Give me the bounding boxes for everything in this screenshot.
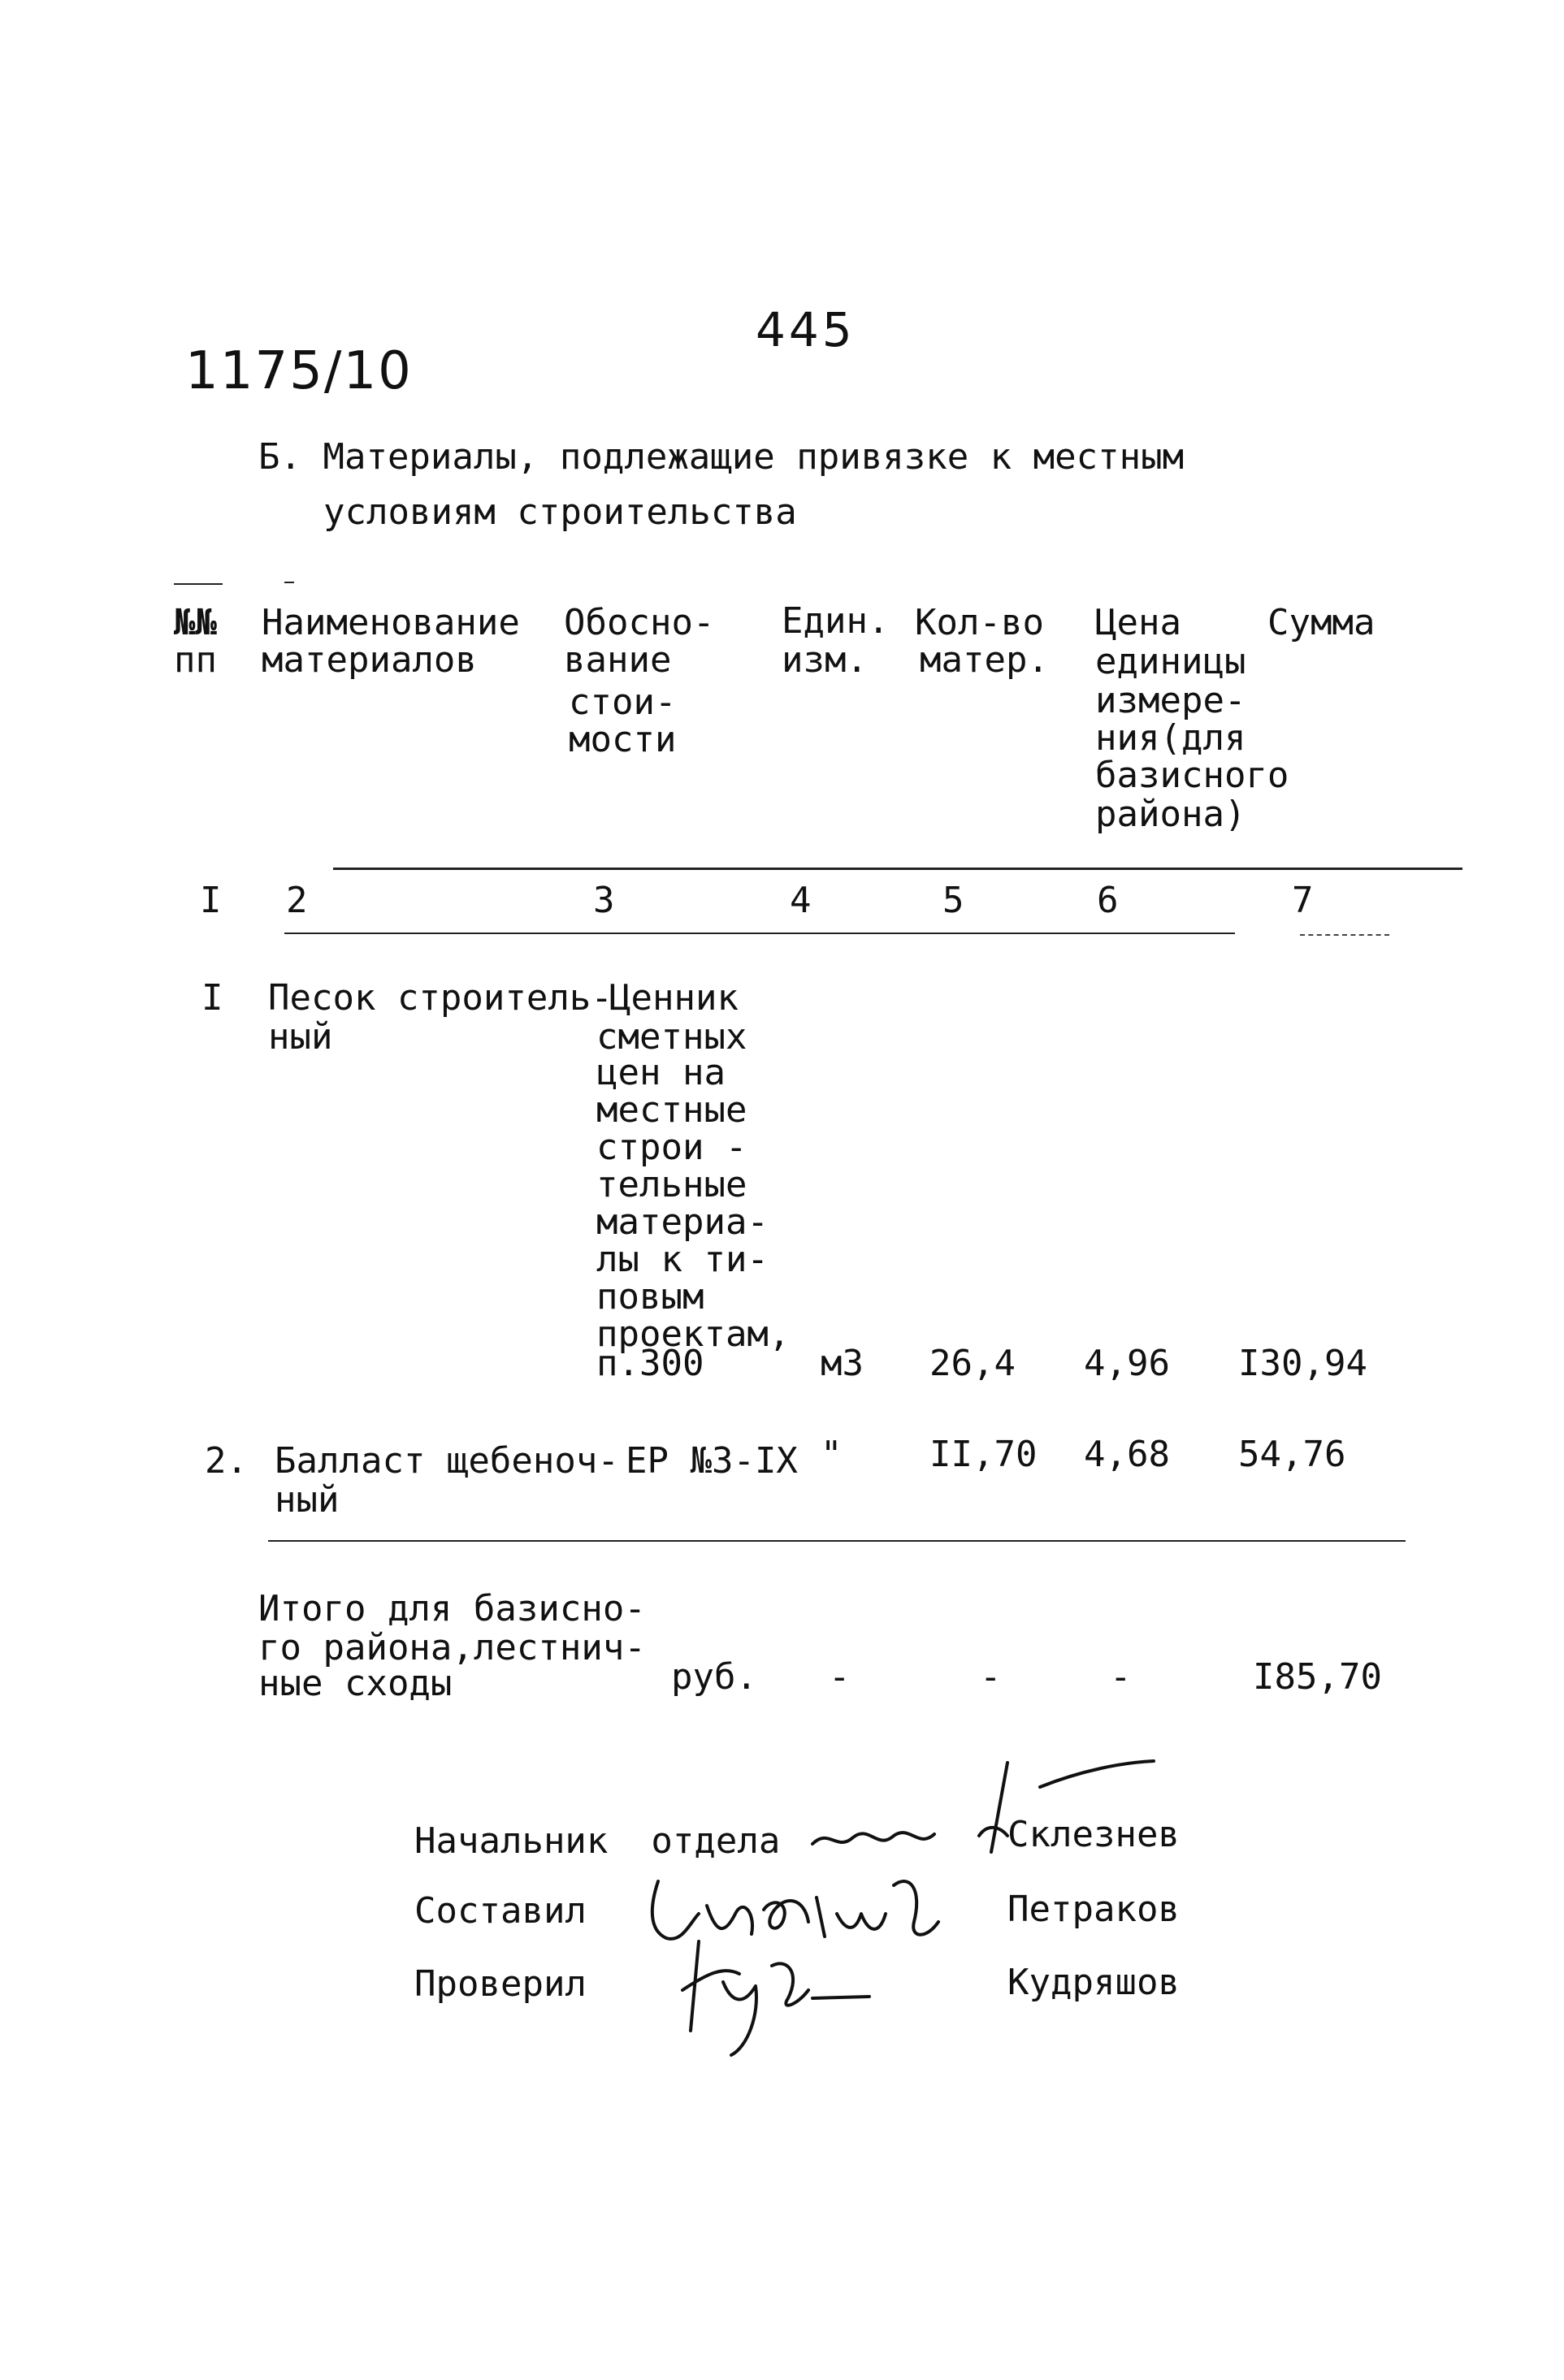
col-no-6: 6: [1097, 880, 1119, 921]
header-price-4: ния(для: [1095, 717, 1246, 759]
signature-role-checked: Проверил: [414, 1963, 587, 2005]
row-2-price: 4,68: [1084, 1434, 1170, 1475]
row-2-name-2: ный: [275, 1479, 340, 1521]
total-price: -: [980, 1656, 1002, 1698]
section-title-line2: условиям строительства: [323, 491, 797, 533]
row-1-basis-3: цен на: [596, 1052, 726, 1093]
row-2-unit: ": [821, 1434, 843, 1475]
row-1-unit: м3: [821, 1343, 864, 1384]
header-basis-2: вание: [564, 639, 672, 681]
header-price-1: Цена: [1095, 602, 1181, 643]
header-basis-4: мости: [569, 719, 677, 760]
row-1-basis-7: материа-: [596, 1201, 769, 1243]
section-title-line1: Б. Материалы, подлежащие привязке к местным: [258, 436, 1185, 478]
header-price-2: единицы: [1095, 641, 1246, 682]
col-no-5: 5: [942, 880, 964, 921]
col-no-3: 3: [593, 880, 615, 921]
row-1-name-2: ный: [268, 1016, 333, 1058]
col-no-7: 7: [1292, 880, 1314, 921]
header-qty-1: Кол-во: [915, 602, 1044, 643]
header-name-2: материалов: [262, 639, 477, 681]
header-num-1: №№: [174, 602, 217, 643]
total-label-2: го района,лестнич-: [258, 1627, 646, 1668]
row-1-basis-11: п.300: [596, 1343, 704, 1384]
row-1-basis-6: тельные: [596, 1164, 747, 1205]
total-label-1: Итого для базисно-: [258, 1588, 646, 1629]
row-1-num: I: [201, 977, 223, 1019]
column-numbers-bottom-rule-2: [1300, 934, 1389, 936]
column-numbers-top-rule: [333, 868, 1462, 870]
header-price-6: района): [1095, 794, 1246, 835]
header-basis-3: стои-: [569, 682, 677, 723]
header-top-rule-2: [284, 582, 294, 583]
row-2-basis: ЕР №3-IX: [626, 1440, 798, 1482]
signature-checked-handwriting: [666, 1925, 877, 2063]
col-no-2: 2: [286, 880, 308, 921]
row-2-qty: II,70: [929, 1434, 1038, 1475]
row-2-sum: 54,76: [1238, 1434, 1346, 1475]
header-basis-1: Обосно-: [564, 602, 715, 643]
row-1-basis-2: сметных: [596, 1016, 747, 1058]
header-qty-2: матер.: [920, 639, 1049, 681]
row-1-basis-8: лы к ти-: [596, 1239, 769, 1280]
row-1-basis-1: Ценник: [609, 977, 739, 1019]
row-1-price: 4,96: [1084, 1343, 1170, 1384]
column-numbers-bottom-rule: [284, 933, 1235, 934]
signature-role-compiled: Составил: [414, 1890, 587, 1932]
signature-name-compiled: Петраков: [1007, 1889, 1180, 1930]
total-qty: -: [829, 1656, 851, 1698]
total-extra: -: [1110, 1656, 1132, 1698]
header-price-3: измере-: [1095, 680, 1246, 721]
row-1-basis-4: местные: [596, 1089, 747, 1131]
header-unit-2: изм.: [782, 639, 868, 681]
header-sum: Сумма: [1267, 602, 1376, 643]
rows-bottom-rule: [268, 1540, 1406, 1542]
row-2-num: 2.: [205, 1440, 248, 1482]
header-name-1: Наименование: [262, 602, 520, 643]
row-1-basis-10: проектам,: [596, 1313, 791, 1355]
archive-mark: 1175/10: [185, 341, 413, 401]
row-1-basis-9: повым: [596, 1276, 704, 1318]
row-1-name-1: Песок строитель-: [268, 977, 613, 1019]
row-1-basis-5: строи -: [596, 1127, 747, 1168]
total-unit: руб.: [671, 1656, 757, 1698]
total-sum: I85,70: [1253, 1656, 1382, 1698]
row-1-qty: 26,4: [929, 1343, 1016, 1384]
signature-name-checked: Кудряшов: [1007, 1962, 1180, 2003]
header-unit-1: Един.: [782, 600, 890, 642]
col-no-4: 4: [790, 880, 812, 921]
total-label-3: ные сходы: [258, 1663, 453, 1704]
row-2-name-1: Балласт щебеноч-: [275, 1440, 619, 1482]
header-top-rule: [174, 583, 223, 585]
signature-head-handwriting: [804, 1746, 1178, 1868]
header-price-5: базисного: [1095, 755, 1289, 796]
header-num-2: пп: [174, 639, 217, 681]
col-no-1: I: [200, 880, 222, 921]
signature-role-head: Начальник отдела: [414, 1820, 781, 1862]
page-number: 445: [756, 302, 856, 357]
row-1-sum: I30,94: [1238, 1343, 1367, 1384]
signature-name-head: Склезнев: [1007, 1814, 1180, 1855]
